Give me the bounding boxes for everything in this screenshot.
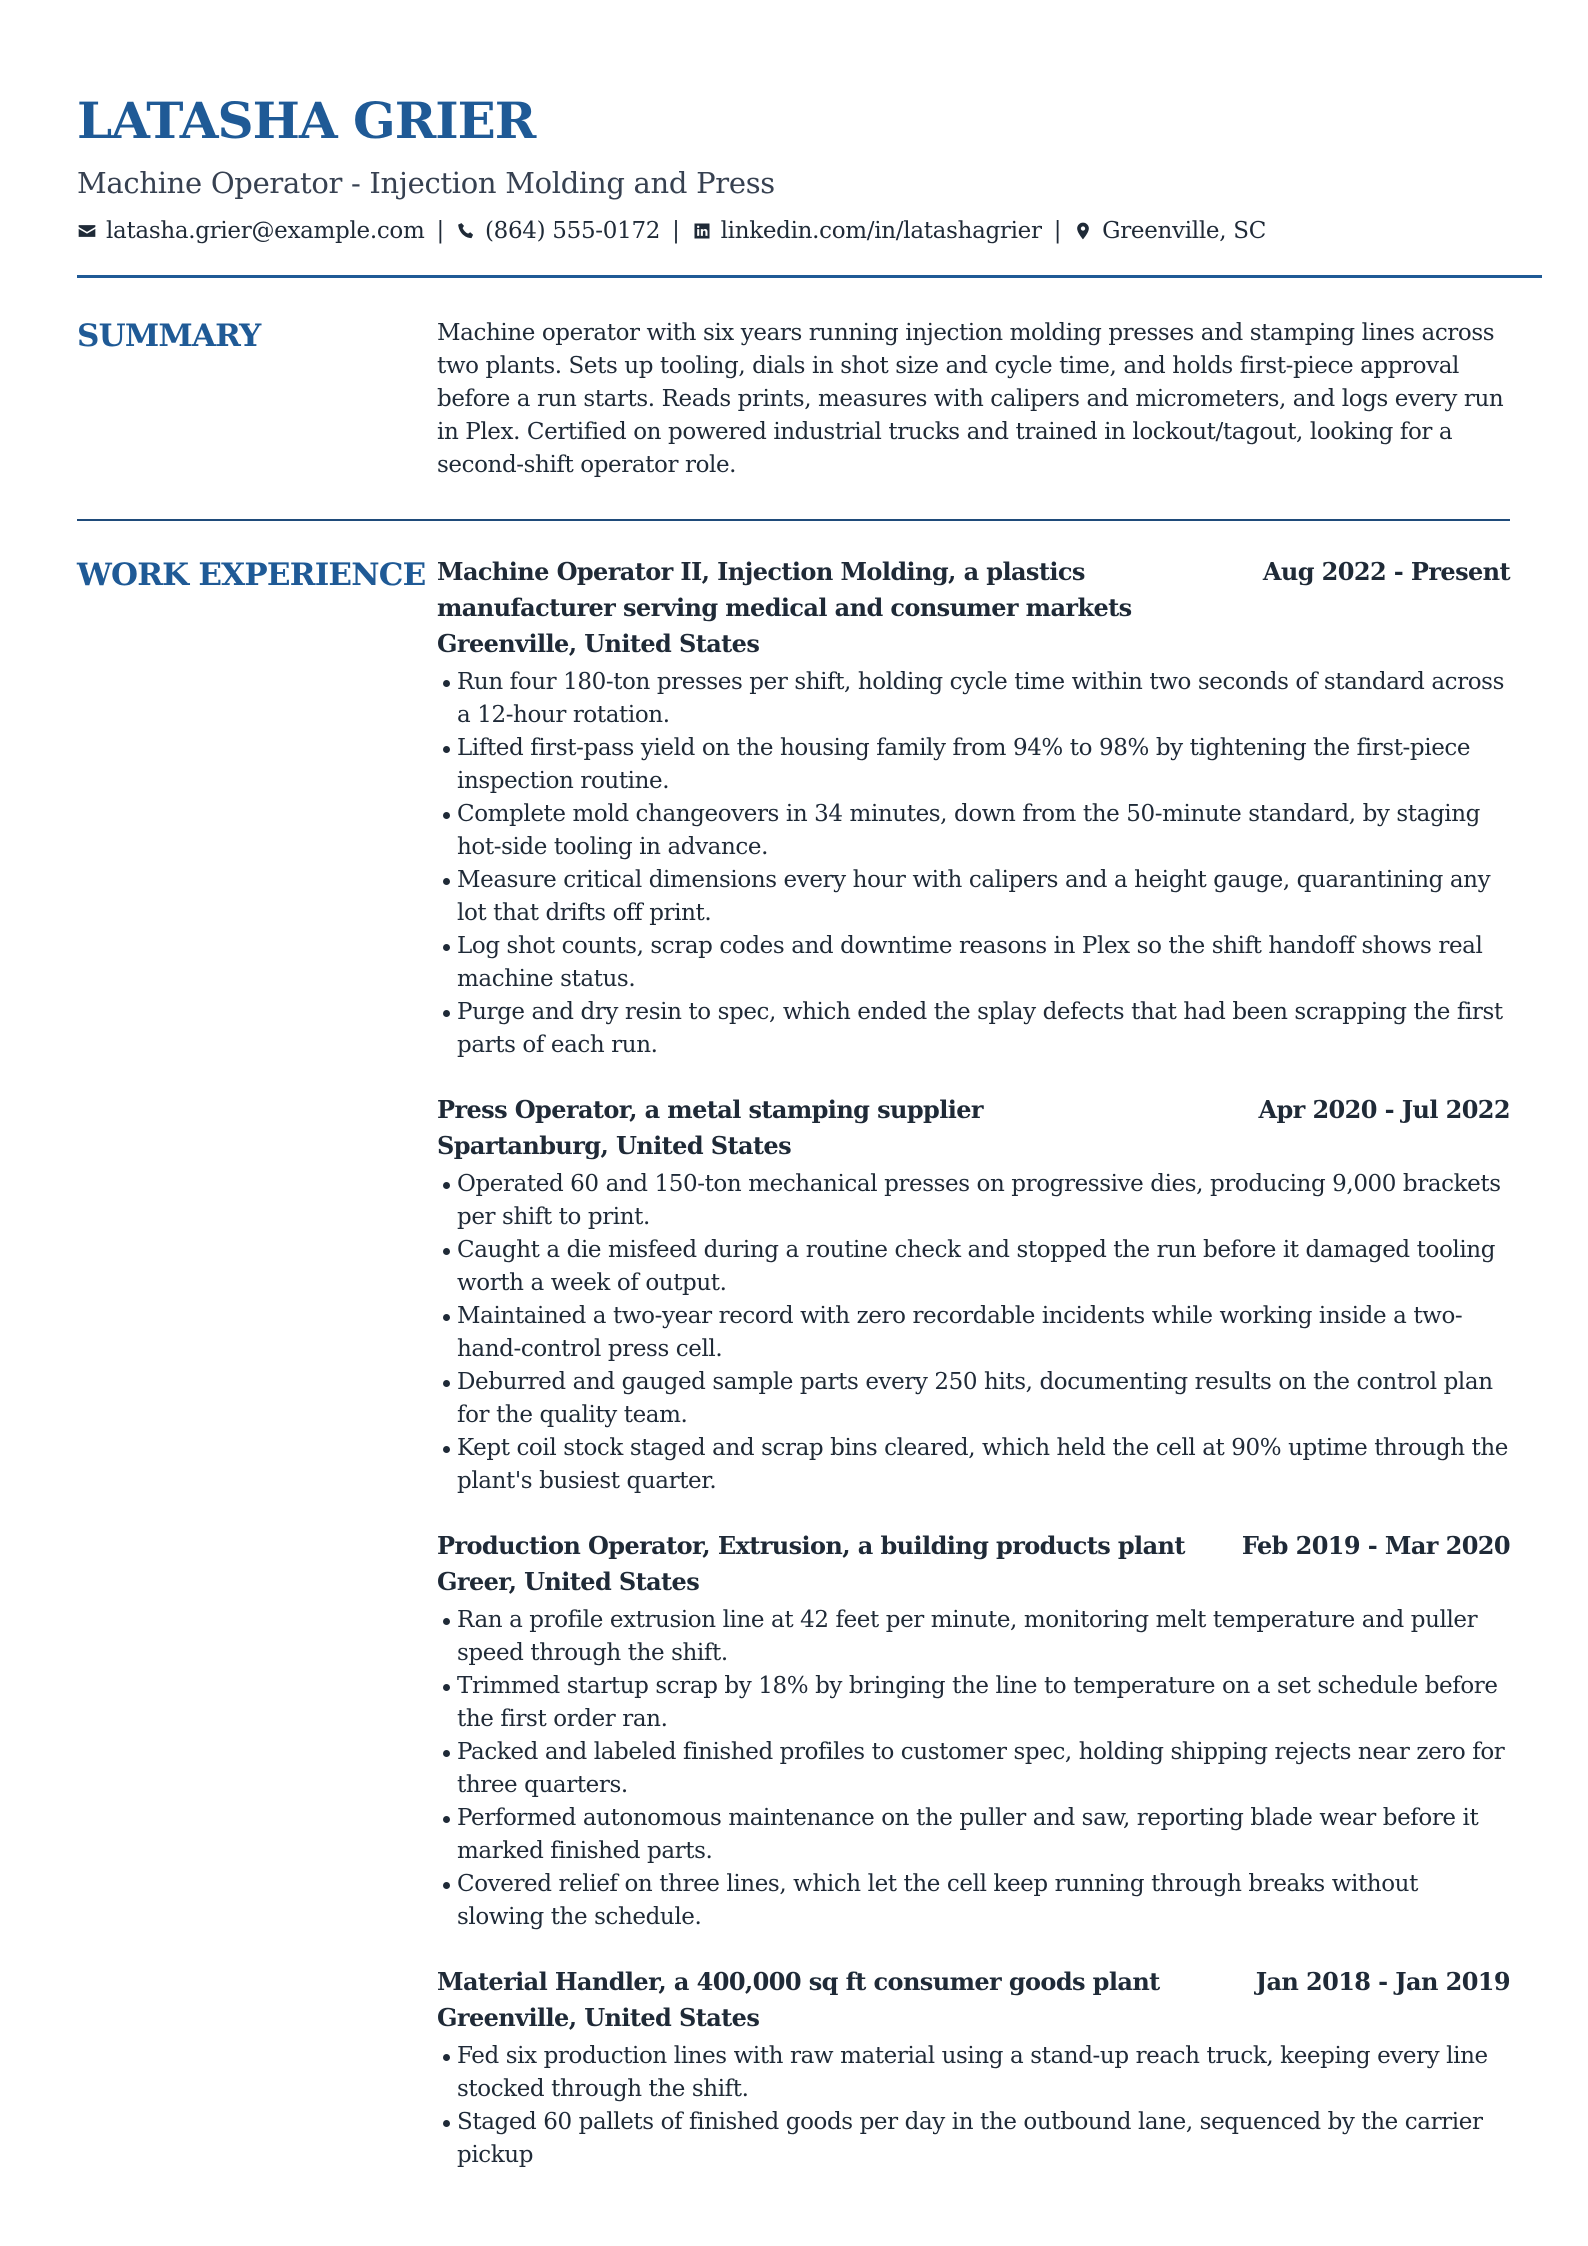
job-bullet: Measure critical dimensions every hour with calipers and a height gauge, quarantining any lot that drifts off print. <box>457 864 1510 930</box>
job-bullet: Fed six production lines with raw material using a stand-up reach truck, keeping every line stocked through the shift. <box>457 2040 1510 2106</box>
job-bullet: Deburred and gauged sample parts every 250 hits, documenting results on the control plan for the quality team. <box>457 1366 1510 1432</box>
job-dates: Feb 2019 - Mar 2020 <box>1241 1531 1510 1560</box>
job-dates: Apr 2020 - Jul 2022 <box>1258 1095 1510 1124</box>
contact-phone[interactable] <box>456 218 660 244</box>
contact-location <box>1073 218 1266 244</box>
header-divider <box>77 275 1542 278</box>
work-experience-heading: WORK EXPERIENCE <box>77 557 426 593</box>
location-text: Greenville, SC <box>1102 218 1267 244</box>
job-bullet: Purge and dry resin to spec, which ended the splay defects that had been scrapping the first parts of each run. <box>457 996 1510 1062</box>
section-divider <box>77 519 1510 521</box>
job-dates: Aug 2022 - Present <box>1262 557 1510 586</box>
summary-heading: SUMMARY <box>77 318 261 354</box>
job-bullet: Kept coil stock staged and scrap bins cleared, which held the cell at 90% uptime through the plant's busiest quarter. <box>457 1432 1510 1498</box>
candidate-tagline: Machine Operator - Injection Molding and Press <box>77 166 775 200</box>
contact-separator: | <box>672 218 680 244</box>
phone-text: (864) 555-0172 <box>484 218 661 244</box>
job-bullet: Staged 60 pallets of finished goods per day in the outbound lane, sequenced by the carrier pickup <box>457 2106 1510 2172</box>
job-bullet: Complete mold changeovers in 34 minutes, down from the 50-minute standard, by staging hot-side tooling in advance. <box>457 798 1510 864</box>
contact-email[interactable] <box>77 218 425 244</box>
job-title: Machine Operator II, Injection Molding, a plastics manufacturer serving medical and consumer markets <box>437 557 1132 622</box>
job-entry <box>437 554 1510 1062</box>
job-bullets <box>437 1604 1510 1934</box>
linkedin-text: linkedin.com/in/latashagrier <box>720 218 1042 244</box>
job-title: Material Handler, a 400,000 sq ft consumer goods plant <box>437 1967 1160 1996</box>
work-experience-section <box>77 554 1511 2202</box>
job-bullet: Covered relief on three lines, which let the cell keep running through breaks without slowing the schedule. <box>457 1868 1510 1934</box>
job-location: Greer, United States <box>437 1567 700 1596</box>
contact-separator: | <box>436 218 444 244</box>
map-pin-icon <box>1073 221 1093 241</box>
job-location: Greenville, United States <box>437 2003 760 2032</box>
job-title: Production Operator, Extrusion, a building products plant <box>437 1531 1185 1560</box>
job-bullets <box>437 2040 1510 2172</box>
job-bullet: Operated 60 and 150-ton mechanical presses on progressive dies, producing 9,000 brackets per shift to print. <box>457 1168 1510 1234</box>
job-bullet: Trimmed startup scrap by 18% by bringing the line to temperature on a set schedule before the first order ran. <box>457 1670 1510 1736</box>
contact-linkedin[interactable] <box>692 218 1042 244</box>
job-dates: Jan 2018 - Jan 2019 <box>1255 1967 1510 1996</box>
job-bullet: Ran a profile extrusion line at 42 feet per minute, monitoring melt temperature and puller speed through the shift. <box>457 1604 1510 1670</box>
job-bullet: Lifted first-pass yield on the housing family from 94% to 98% by tightening the first-piece inspection routine. <box>457 732 1510 798</box>
job-bullet: Log shot counts, scrap codes and downtime reasons in Plex so the shift handoff shows real machine status. <box>457 930 1510 996</box>
summary-text: Machine operator with six years running injection molding presses and stamping lines across two plants. Sets up tooling, dials in shot size and cycle time, and holds first-piece approval before a run starts. Reads prints, measures with calipers and micrometers, and logs every run in Plex. Certified on powered industrial trucks and trained in lockout/tagout, looking for a second-shift operator role. <box>437 320 1504 478</box>
job-location: Spartanburg, United States <box>437 1131 791 1160</box>
candidate-name: LATASHA GRIER <box>77 91 536 150</box>
job-bullet: Performed autonomous maintenance on the puller and saw, reporting blade wear before it marked finished parts. <box>457 1802 1510 1868</box>
job-bullet: Packed and labeled finished profiles to customer spec, holding shipping rejects near zero for three quarters. <box>457 1736 1510 1802</box>
job-bullet: Run four 180-ton presses per shift, holding cycle time within two seconds of standard across a 12-hour rotation. <box>457 666 1510 732</box>
email-text: latasha.grier@example.com <box>106 218 425 244</box>
job-location: Greenville, United States <box>437 629 760 658</box>
summary-section <box>77 317 1511 482</box>
job-bullet: Maintained a two-year record with zero recordable incidents while working inside a two-hand-control press cell. <box>457 1300 1510 1366</box>
contact-separator: | <box>1053 218 1062 244</box>
job-list <box>437 554 1510 2202</box>
linkedin-icon <box>692 221 712 241</box>
job-bullets <box>437 1168 1510 1498</box>
job-entry <box>437 1092 1510 1498</box>
job-entry <box>437 1528 1510 1934</box>
job-entry <box>437 1964 1510 2172</box>
job-bullet: Caught a die misfeed during a routine check and stopped the run before it damaged tooling worth a week of output. <box>457 1234 1510 1300</box>
envelope-icon <box>77 221 97 241</box>
job-title: Press Operator, a metal stamping supplier <box>437 1095 983 1124</box>
phone-icon <box>456 221 476 241</box>
job-bullets <box>437 666 1510 1062</box>
contact-bar <box>77 218 1511 244</box>
